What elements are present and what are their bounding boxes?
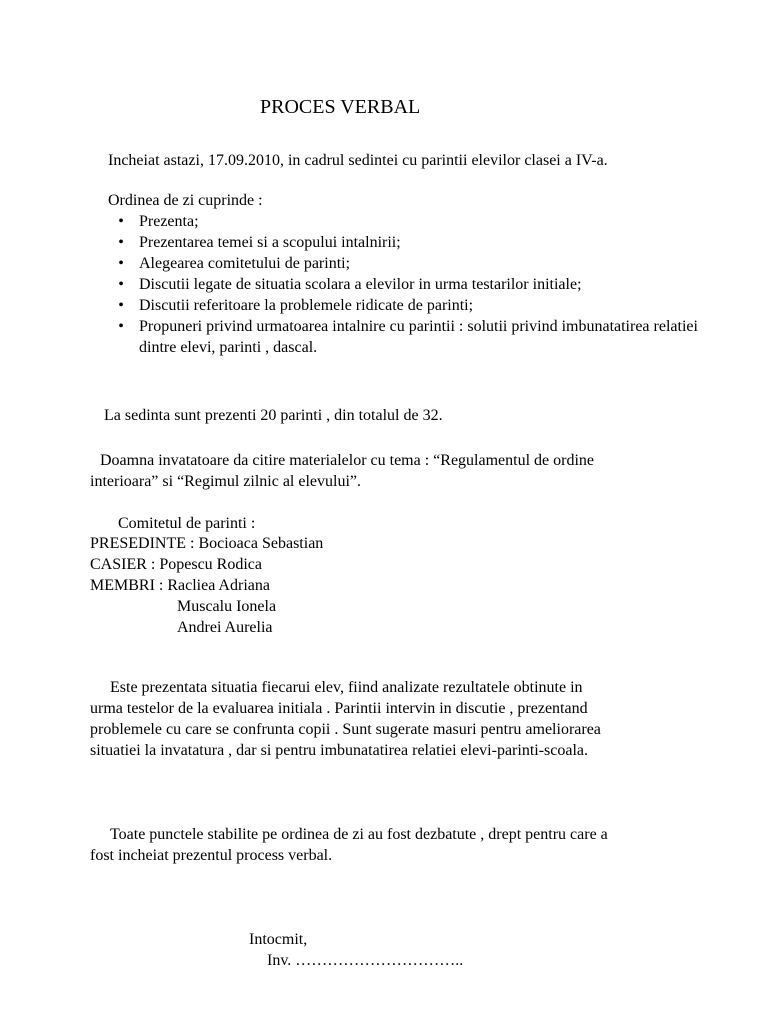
agenda-item xyxy=(0,274,699,295)
bullet-icon: • xyxy=(118,297,124,314)
material-line: Doamna invatatoare da citire materialelor cu tema : “Regulamentul de ordine xyxy=(100,452,595,469)
agenda-item-text: Discutii referitoare la problemele ridicate de parinti; xyxy=(139,297,474,314)
agenda-item-text: Prezenta; xyxy=(139,213,199,230)
agenda-item xyxy=(0,316,699,358)
bullet-icon: • xyxy=(118,318,124,335)
agenda-item-text: Alegearea comitetului de parinti; xyxy=(139,255,351,272)
situation-line: problemele cu care se confrunta copii . Sunt sugerate masuri pentru ameliorarea xyxy=(90,721,601,738)
document-title: PROCES VERBAL xyxy=(260,96,421,118)
signature-line: Inv. ………………………….. xyxy=(267,952,464,969)
agenda-item xyxy=(0,253,699,274)
bullet-icon: • xyxy=(118,276,124,293)
material-line: interioara” si “Regimul zilnic al elevului”. xyxy=(90,473,362,490)
signed-label: Intocmit, xyxy=(249,931,308,948)
situation-line: Este prezentata situatia fiecarui elev, fiind analizate rezultatele obtinute in xyxy=(110,679,583,696)
agenda-item-text: Prezentarea temei si a scopului intalnirii; xyxy=(139,234,401,251)
situation-line: urma testelor de la evaluarea initiala . Parintii intervin in discutie , prezentand xyxy=(90,700,588,717)
intro-paragraph: Incheiat astazi, 17.09.2010, in cadrul sedintei cu parintii elevilor clasei a IV-a. xyxy=(108,152,608,169)
closing-line: Toate punctele stabilite pe ordinea de zi au fost dezbatute , drept pentru care a xyxy=(110,826,608,843)
committee-members: MEMBRI : Racliea Adriana xyxy=(90,577,270,594)
agenda-item xyxy=(0,295,699,316)
committee-president: PRESEDINTE : Bocioaca Sebastian xyxy=(90,535,324,552)
agenda-item xyxy=(0,211,699,232)
bullet-icon: • xyxy=(118,255,124,272)
committee-member: Muscalu Ionela xyxy=(177,598,277,615)
committee-cashier: CASIER : Popescu Rodica xyxy=(90,556,262,573)
committee-member: Andrei Aurelia xyxy=(177,619,273,636)
agenda-item-text: Propuneri privind urmatoarea intalnire cu parintii : solutii privind imbunatatirea relatiei dintre elevi, parinti , dascal. xyxy=(139,318,698,356)
agenda-item xyxy=(0,232,699,253)
bullet-icon: • xyxy=(118,213,124,230)
situation-line: situatiei la invatatura , dar si pentru imbunatatirea relatiei elevi-parinti-scoala. xyxy=(90,742,589,759)
agenda-item-text: Discutii legate de situatia scolara a elevilor in urma testarilor initiale; xyxy=(139,276,582,293)
closing-line: fost incheiat prezentul process verbal. xyxy=(90,847,333,864)
agenda-list xyxy=(0,211,768,358)
agenda-heading: Ordinea de zi cuprinde : xyxy=(108,192,263,209)
bullet-icon: • xyxy=(118,234,124,251)
committee-heading: Comitetul de parinti : xyxy=(118,515,256,532)
attendance-paragraph: La sedinta sunt prezenti 20 parinti , din totalul de 32. xyxy=(104,407,443,424)
